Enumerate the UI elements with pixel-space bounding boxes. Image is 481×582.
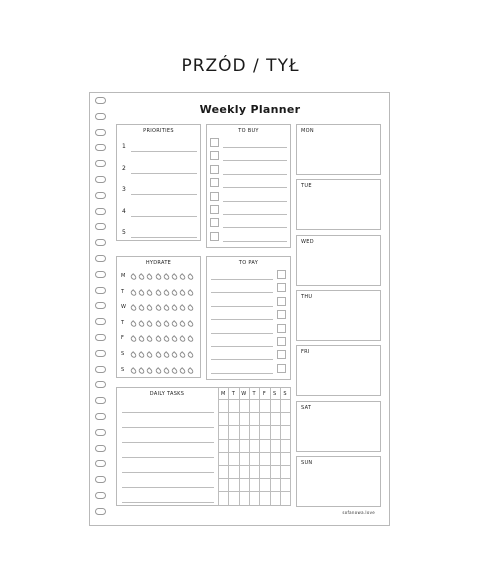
water-drop-icon[interactable] <box>179 304 187 312</box>
water-drop-icon[interactable] <box>162 320 170 328</box>
day-box-mon[interactable] <box>296 124 381 175</box>
water-drop-icon[interactable] <box>179 320 187 328</box>
binder-hole <box>95 508 106 515</box>
to-buy-line[interactable] <box>223 147 287 148</box>
binder-hole <box>95 302 106 309</box>
hydrate-day-letter: S <box>121 351 125 357</box>
binder-hole <box>95 350 106 357</box>
daily-task-day-header: F <box>262 391 266 397</box>
water-drop-icon[interactable] <box>130 289 138 297</box>
grid-row-line <box>218 399 290 400</box>
day-box-fri[interactable] <box>296 345 381 396</box>
to-pay-checkbox[interactable] <box>277 283 286 292</box>
binder-hole <box>95 160 106 167</box>
priorities-box <box>116 124 201 241</box>
water-drop-icon[interactable] <box>187 351 195 359</box>
water-drop-icon[interactable] <box>154 336 162 344</box>
water-drop-icon[interactable] <box>171 351 179 359</box>
to-pay-line[interactable] <box>211 333 273 334</box>
hydrate-day-letter: S <box>121 366 125 373</box>
to-pay-line[interactable] <box>211 292 273 293</box>
to-pay-checkbox[interactable] <box>277 297 286 306</box>
to-pay-line[interactable] <box>211 346 273 347</box>
daily-task-line[interactable] <box>122 412 214 413</box>
water-drop-icon[interactable] <box>154 367 162 375</box>
daily-task-line[interactable] <box>122 442 214 443</box>
daily-task-line[interactable] <box>122 487 214 488</box>
to-buy-line[interactable] <box>223 227 287 228</box>
daily-task-day-header: S <box>273 391 277 397</box>
daily-tasks-label: DAILY TASKS <box>149 391 185 397</box>
water-drop-icon[interactable] <box>138 336 146 344</box>
to-pay-line[interactable] <box>211 279 273 280</box>
water-drop-icon[interactable] <box>162 367 170 375</box>
planner-sheet <box>89 92 390 526</box>
to-buy-checkbox[interactable] <box>210 138 219 147</box>
to-buy-checkbox[interactable] <box>210 192 219 201</box>
daily-task-day-header: M <box>220 391 226 397</box>
water-drop-icon[interactable] <box>138 351 146 359</box>
to-buy-line[interactable] <box>223 214 287 215</box>
to-buy-line[interactable] <box>223 174 287 175</box>
to-buy-checkbox[interactable] <box>210 205 219 214</box>
water-drop-icon[interactable] <box>154 273 162 281</box>
priority-number: 3 <box>122 186 126 193</box>
grid-column-line <box>280 388 281 505</box>
priority-line[interactable] <box>131 194 197 195</box>
water-drop-icon[interactable] <box>146 289 154 297</box>
priority-line[interactable] <box>131 216 197 217</box>
planner-title: Weekly Planner <box>199 103 301 116</box>
water-drop-icon[interactable] <box>187 304 195 312</box>
daily-task-line[interactable] <box>122 502 214 503</box>
hydrate-day-letter: F <box>121 335 124 342</box>
binder-hole <box>95 381 106 388</box>
grid-column-line <box>218 388 219 505</box>
water-drop-icon[interactable] <box>187 273 195 281</box>
binder-hole <box>95 208 106 215</box>
water-drop-icon[interactable] <box>179 367 187 375</box>
priority-line[interactable] <box>131 173 197 174</box>
day-box-wed[interactable] <box>296 235 381 286</box>
water-drop-icon[interactable] <box>130 367 138 375</box>
day-label: MON <box>301 128 314 134</box>
to-buy-line[interactable] <box>223 201 287 202</box>
to-pay-checkbox[interactable] <box>277 364 286 373</box>
water-drop-icon[interactable] <box>171 304 179 312</box>
water-drop-icon[interactable] <box>154 304 162 312</box>
daily-task-day-header: W <box>241 391 247 397</box>
to-buy-checkbox[interactable] <box>210 165 219 174</box>
daily-task-line[interactable] <box>122 457 214 458</box>
water-drop-icon[interactable] <box>138 273 146 281</box>
to-pay-line[interactable] <box>211 359 273 360</box>
to-pay-line[interactable] <box>211 319 273 320</box>
water-drop-icon[interactable] <box>154 320 162 328</box>
water-drop-icon[interactable] <box>187 289 195 297</box>
water-drop-icon[interactable] <box>179 289 187 297</box>
daily-task-line[interactable] <box>122 472 214 473</box>
daily-task-line[interactable] <box>122 427 214 428</box>
priority-line[interactable] <box>131 151 197 152</box>
hydrate-day-letter: T <box>121 288 125 295</box>
to-buy-label: TO BUY <box>238 128 259 134</box>
to-pay-label: TO PAY <box>238 260 259 266</box>
binder-hole <box>95 192 106 199</box>
to-buy-checkbox[interactable] <box>210 218 219 227</box>
water-drop-icon[interactable] <box>146 304 154 312</box>
day-label: TUE <box>301 183 312 190</box>
binder-hole <box>95 129 106 136</box>
to-pay-line[interactable] <box>211 373 273 374</box>
to-pay-line[interactable] <box>211 306 273 307</box>
hydrate-box <box>116 256 201 378</box>
to-buy-checkbox[interactable] <box>210 178 219 187</box>
priority-number: 4 <box>122 207 126 215</box>
water-drop-icon[interactable] <box>171 336 179 344</box>
water-drop-icon[interactable] <box>162 273 170 281</box>
water-drop-icon[interactable] <box>162 351 170 359</box>
water-drop-icon[interactable] <box>171 320 179 328</box>
day-label: WED <box>301 238 314 245</box>
binder-hole <box>95 492 106 499</box>
binder-hole <box>95 223 106 230</box>
to-buy-checkbox[interactable] <box>210 232 219 241</box>
daily-task-day-header: T <box>252 391 256 397</box>
page-title: PRZÓD / TYŁ <box>181 56 300 76</box>
water-drop-icon[interactable] <box>187 320 195 328</box>
water-drop-icon[interactable] <box>171 273 179 281</box>
to-buy-box <box>206 124 291 248</box>
binder-hole <box>95 113 106 120</box>
daily-tasks-box <box>116 387 291 506</box>
water-drop-icon[interactable] <box>162 304 170 312</box>
hydrate-day-letter: M <box>121 273 126 279</box>
day-box-sat[interactable] <box>296 401 381 452</box>
water-drop-icon[interactable] <box>154 351 162 359</box>
grid-row-line <box>218 491 290 492</box>
day-box-sun[interactable] <box>296 456 381 507</box>
grid-row-line <box>218 412 290 413</box>
binder-hole <box>95 176 106 183</box>
grid-row-line <box>218 439 290 440</box>
binder-hole <box>95 318 106 325</box>
priority-line[interactable] <box>131 237 197 238</box>
daily-task-day-header: S <box>283 391 287 397</box>
grid-column-line <box>290 388 291 505</box>
to-buy-line[interactable] <box>223 187 287 188</box>
priority-number: 5 <box>122 229 126 236</box>
priority-number: 1 <box>122 143 126 150</box>
water-drop-icon[interactable] <box>146 320 154 328</box>
to-pay-checkbox[interactable] <box>277 350 286 359</box>
binder-hole <box>95 397 106 404</box>
binder-hole <box>95 334 106 341</box>
grid-row-line <box>218 478 290 479</box>
binder-hole <box>95 429 106 436</box>
water-drop-icon[interactable] <box>138 289 146 297</box>
binder-hole <box>95 255 106 262</box>
to-buy-line[interactable] <box>223 160 287 161</box>
binder-hole <box>95 445 106 452</box>
binder-hole <box>95 144 106 151</box>
binder-hole <box>95 413 106 420</box>
day-label: SUN <box>301 459 313 466</box>
binder-hole <box>95 476 106 483</box>
footer-credit: sofanowa.love <box>342 510 375 515</box>
binder-hole <box>95 271 106 278</box>
water-drop-icon[interactable] <box>130 320 138 328</box>
water-drop-icon[interactable] <box>146 367 154 375</box>
water-drop-icon[interactable] <box>179 336 187 344</box>
water-drop-icon[interactable] <box>171 289 179 297</box>
grid-row-line <box>218 452 290 453</box>
to-pay-box <box>206 256 291 380</box>
water-drop-icon[interactable] <box>138 320 146 328</box>
water-drop-icon[interactable] <box>179 351 187 359</box>
water-drop-icon[interactable] <box>130 304 138 312</box>
priority-number: 2 <box>122 164 126 172</box>
water-drop-icon[interactable] <box>162 336 170 344</box>
binder-hole <box>95 366 106 373</box>
hydrate-day-letter: T <box>121 319 125 326</box>
water-drop-icon[interactable] <box>130 273 138 281</box>
grid-row-line <box>218 465 290 466</box>
water-drop-icon[interactable] <box>146 336 154 344</box>
water-drop-icon[interactable] <box>162 289 170 297</box>
water-drop-icon[interactable] <box>154 289 162 297</box>
day-box-thu[interactable] <box>296 290 381 341</box>
day-box-tue[interactable] <box>296 179 381 230</box>
binder-hole <box>95 460 106 467</box>
day-label: FRI <box>301 349 310 356</box>
binder-hole <box>95 287 106 294</box>
water-drop-icon[interactable] <box>130 351 138 359</box>
water-drop-icon[interactable] <box>146 273 154 281</box>
to-pay-checkbox[interactable] <box>277 337 286 346</box>
binder-hole <box>95 97 106 104</box>
to-pay-checkbox[interactable] <box>277 310 286 319</box>
priorities-label: PRIORITIES <box>143 128 174 134</box>
daily-task-day-header: T <box>231 391 235 397</box>
grid-column-line <box>228 388 229 505</box>
to-buy-checkbox[interactable] <box>210 151 219 160</box>
hydrate-label: HYDRATE <box>145 260 172 266</box>
grid-column-line <box>270 388 271 505</box>
water-drop-icon[interactable] <box>130 336 138 344</box>
water-drop-icon[interactable] <box>187 336 195 344</box>
grid-column-line <box>259 388 260 505</box>
water-drop-icon[interactable] <box>146 351 154 359</box>
water-drop-icon[interactable] <box>179 273 187 281</box>
binder-hole <box>95 239 106 246</box>
water-drop-icon[interactable] <box>187 367 195 375</box>
to-buy-line[interactable] <box>223 241 287 242</box>
hydrate-day-letter: W <box>121 304 126 311</box>
grid-column-line <box>239 388 240 505</box>
water-drop-icon[interactable] <box>138 304 146 312</box>
day-label: SAT <box>301 404 312 411</box>
grid-row-line <box>218 425 290 426</box>
water-drop-icon[interactable] <box>138 367 146 375</box>
water-drop-icon[interactable] <box>171 367 179 375</box>
to-pay-checkbox[interactable] <box>277 270 286 279</box>
day-label: THU <box>301 293 313 300</box>
grid-column-line <box>249 388 250 505</box>
to-pay-checkbox[interactable] <box>277 324 286 333</box>
